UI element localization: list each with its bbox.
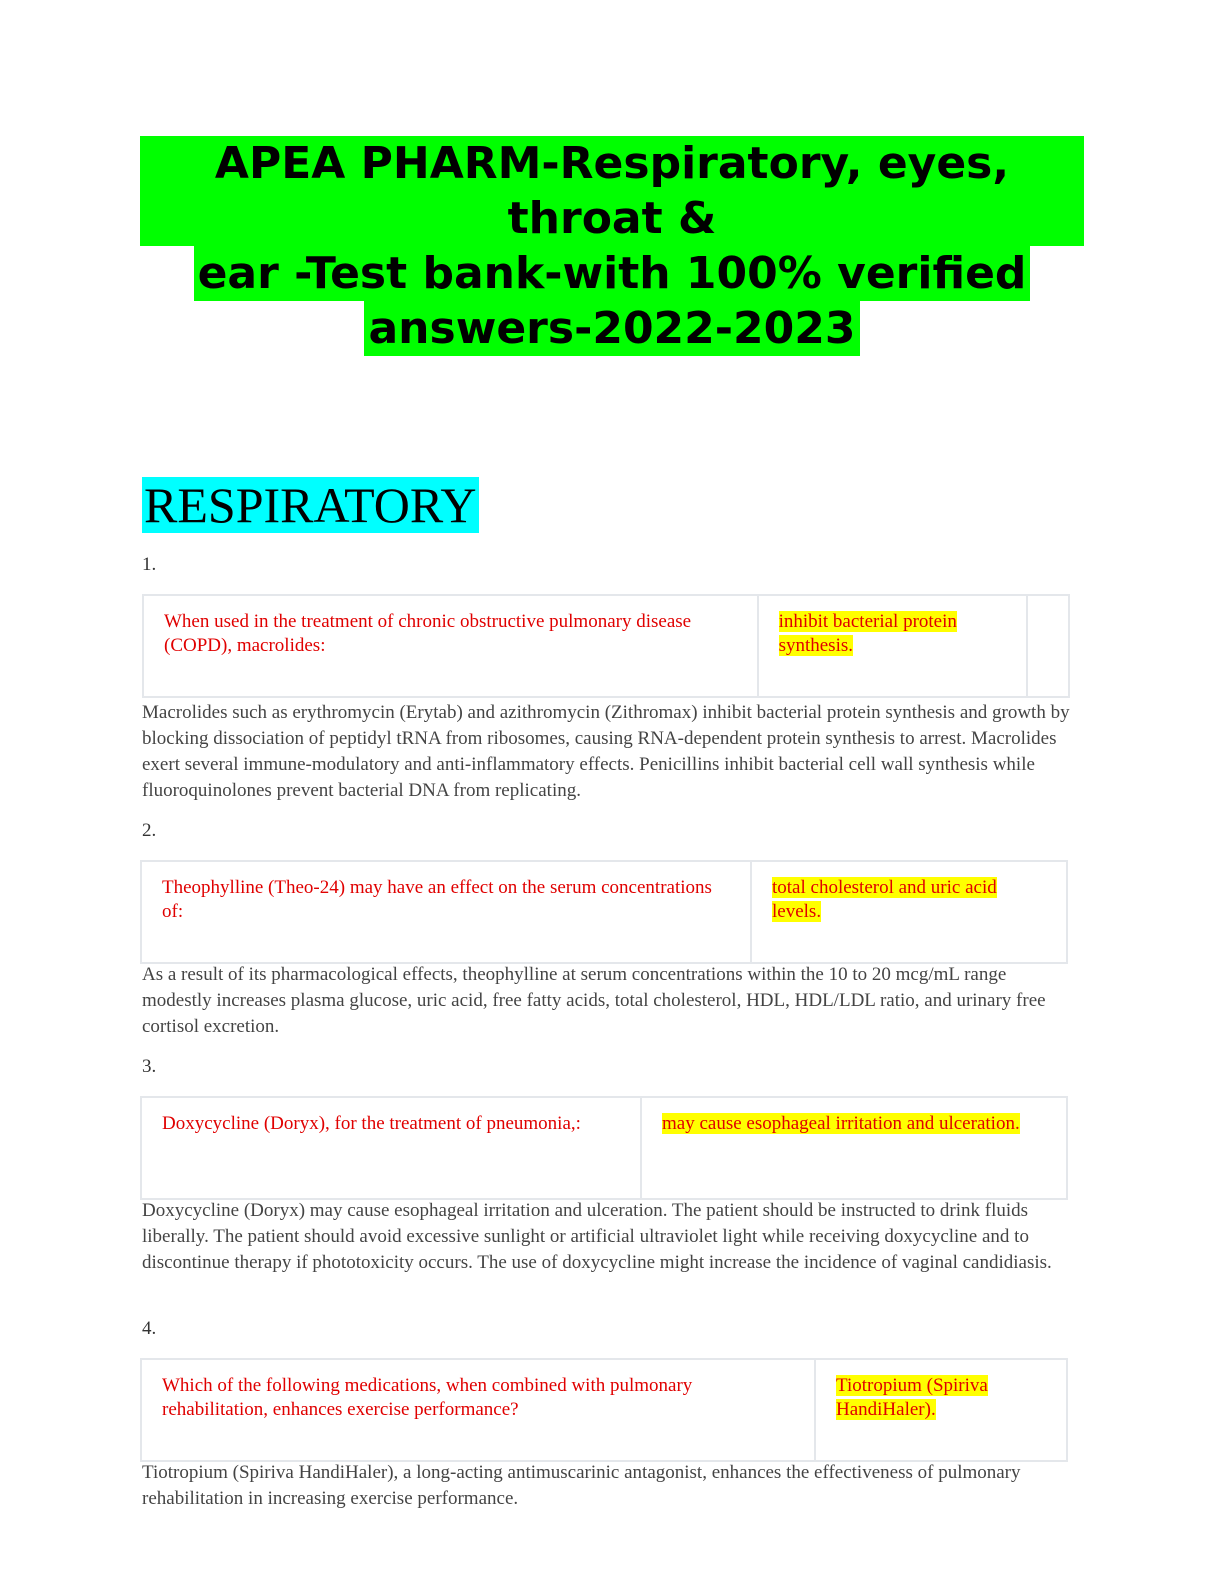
question-text: Theophylline (Theo-24) may have an effect on the serum concentrations of: bbox=[162, 877, 712, 922]
question-text-cell bbox=[142, 1360, 814, 1460]
empty-cell bbox=[1026, 596, 1068, 696]
explanation-text: Tiotropium (Spiriva HandiHaler), a long-acting antimuscarinic antagonist, enhances the effectiveness of pulmonary rehabilitation in increasing exercise performance. bbox=[142, 1462, 1021, 1509]
document-title bbox=[140, 136, 1084, 356]
explanation-text: Doxycycline (Doryx) may cause esophageal irritation and ulceration. The patient should be instructed to drink fluids liberally. The patient should avoid excessive sunlight or artificial ultraviolet light while receiving doxycycline and to discontinue therapy if phototoxicity occurs. The use of doxycycline might increase the incidence of vaginal candidiasis. bbox=[142, 1200, 1052, 1273]
question-number: 3. bbox=[142, 1056, 157, 1077]
question-text: Doxycycline (Doryx), for the treatment of pneumonia,: bbox=[162, 1113, 581, 1134]
answer-cell bbox=[750, 862, 1066, 962]
answer-cell bbox=[640, 1098, 1066, 1198]
title-line-2: ear -Test bank-with 100% verified bbox=[194, 246, 1031, 301]
answer-cell bbox=[757, 596, 1026, 696]
question-text-cell bbox=[142, 1098, 640, 1198]
answer-text: Tiotropium (Spiriva HandiHaler). bbox=[836, 1375, 988, 1420]
question-text: When used in the treatment of chronic obstructive pulmonary disease (COPD), macrolides: bbox=[164, 611, 692, 656]
explanation-text: Macrolides such as erythromycin (Erytab) and azithromycin (Zithromax) inhibit bacterial protein synthesis and growth by blocking dissociation of peptidyl tRNA from ribosomes, causing RNA-dependent protein synthesis to arrest. Macrolides exert several immune-modulatory and anti-inflammatory effects. Penicillins inhibit bacterial cell wall synthesis while fluoroquinolones prevent bacterial DNA from replicating. bbox=[142, 702, 1070, 801]
answer-text: may cause esophageal irritation and ulceration. bbox=[662, 1113, 1020, 1134]
question-text-cell bbox=[144, 596, 757, 696]
explanation-text: As a result of its pharmacological effects, theophylline at serum concentrations within the 10 to 20 mcg/mL range modestly increases plasma glucose, uric acid, free fatty acids, total cholesterol, HDL, HDL/LDL ratio, and urinary free cortisol excretion. bbox=[142, 964, 1046, 1037]
answer-text: total cholesterol and uric acid levels. bbox=[772, 877, 997, 922]
answer-cell bbox=[814, 1360, 1066, 1460]
question-card bbox=[140, 1358, 1068, 1462]
question-card bbox=[142, 594, 1070, 698]
answer-text: inhibit bacterial protein synthesis. bbox=[778, 611, 957, 656]
question-card bbox=[140, 1096, 1068, 1200]
question-text: Which of the following medications, when combined with pulmonary rehabilitation, enhances exercise performance? bbox=[162, 1375, 693, 1420]
question-number: 2. bbox=[142, 820, 157, 841]
title-line-3: answers-2022-2023 bbox=[364, 301, 859, 356]
question-text-cell bbox=[142, 862, 750, 962]
section-heading-respiratory: RESPIRATORY bbox=[144, 477, 477, 533]
question-number: 1. bbox=[142, 554, 157, 575]
title-line-1: APEA PHARM-Respiratory, eyes, throat & bbox=[140, 136, 1084, 246]
question-number: 4. bbox=[142, 1318, 157, 1339]
question-card bbox=[140, 860, 1068, 964]
